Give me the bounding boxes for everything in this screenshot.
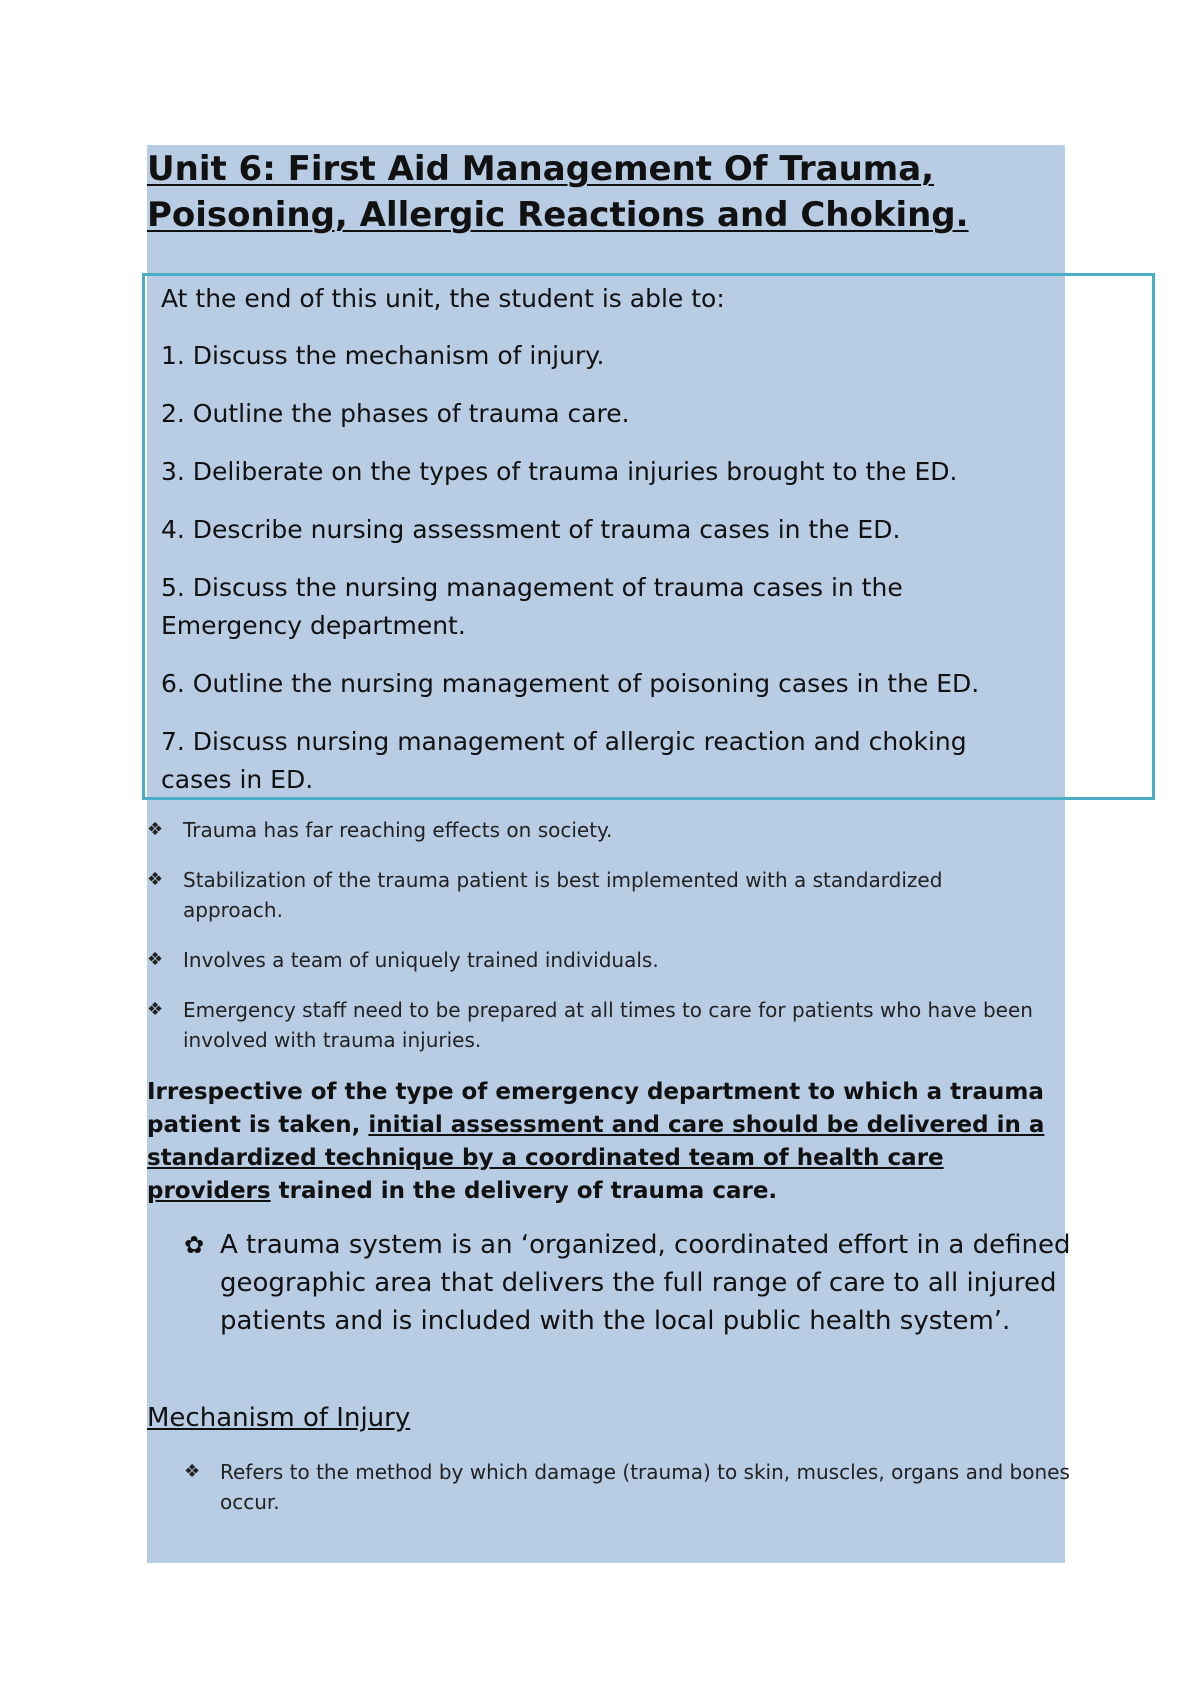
diamond-bullet-icon: ❖ <box>147 949 164 970</box>
section-heading: Mechanism of Injury <box>147 1403 411 1433</box>
statement-underlined: initial assessment and care should be delivered in a standardized technique by a coordinated team of health care providers <box>147 1112 1045 1204</box>
objective-item: 4. Describe nursing assessment of trauma cases in the ED. <box>161 515 901 544</box>
list-item <box>184 1457 1100 1517</box>
bullet-text: Emergency staff need to be prepared at all times to care for patients who have been involved with trauma injuries. <box>183 998 1033 1052</box>
flower-bullet-icon: ✿ <box>184 1231 205 1259</box>
list-item <box>147 865 1047 925</box>
unit-title <box>147 146 1047 238</box>
trauma-bullet-list <box>147 815 1047 1075</box>
list-item <box>147 995 1047 1055</box>
bullet-text: Trauma has far reaching effects on society. <box>183 818 613 842</box>
learning-objectives-box <box>142 273 1155 800</box>
bullet-text: Involves a team of uniquely trained individuals. <box>183 948 659 972</box>
list-item <box>147 945 1047 975</box>
objective-item: 7. Discuss nursing management of allergic reaction and choking <box>161 727 967 756</box>
statement-part-3: trained in the delivery of trauma care. <box>270 1178 778 1204</box>
objective-item: 1. Discuss the mechanism of injury. <box>161 341 605 370</box>
diamond-bullet-icon: ❖ <box>147 819 164 840</box>
statement-part-1: Irrespective of the type of emergency department to which a trauma patient is taken, <box>147 1079 1044 1138</box>
trauma-system-definition <box>184 1226 1100 1340</box>
objective-item-continued: Emergency department. <box>161 611 466 640</box>
standardized-care-statement <box>147 1076 1047 1208</box>
objective-item-continued: cases in ED. <box>161 765 314 794</box>
objective-item: 2. Outline the phases of trauma care. <box>161 399 630 428</box>
title-line-2: Poisoning, Allergic Reactions and Choking. <box>147 195 969 235</box>
objective-item: 6. Outline the nursing management of poisoning cases in the ED. <box>161 669 980 698</box>
title-line-1: Unit 6: First Aid Management Of Trauma, <box>147 149 935 189</box>
diamond-bullet-icon: ❖ <box>147 999 164 1020</box>
trauma-system-text: A trauma system is an ‘organized, coordinated effort in a defined geographic area that delivers the full range of care to all injured patients and is included with the local public health system’. <box>220 1230 1071 1336</box>
bullet-text: Stabilization of the trauma patient is best implemented with a standardized approach. <box>183 868 943 922</box>
objective-item: 3. Deliberate on the types of trauma injuries brought to the ED. <box>161 457 958 486</box>
objectives-intro: At the end of this unit, the student is able to: <box>161 284 725 313</box>
objective-item: 5. Discuss the nursing management of trauma cases in the <box>161 573 903 602</box>
diamond-bullet-icon: ❖ <box>184 1461 201 1482</box>
list-item <box>147 815 1047 845</box>
diamond-bullet-icon: ❖ <box>147 869 164 890</box>
bullet-text: Refers to the method by which damage (trauma) to skin, muscles, organs and bones occur. <box>220 1460 1070 1514</box>
